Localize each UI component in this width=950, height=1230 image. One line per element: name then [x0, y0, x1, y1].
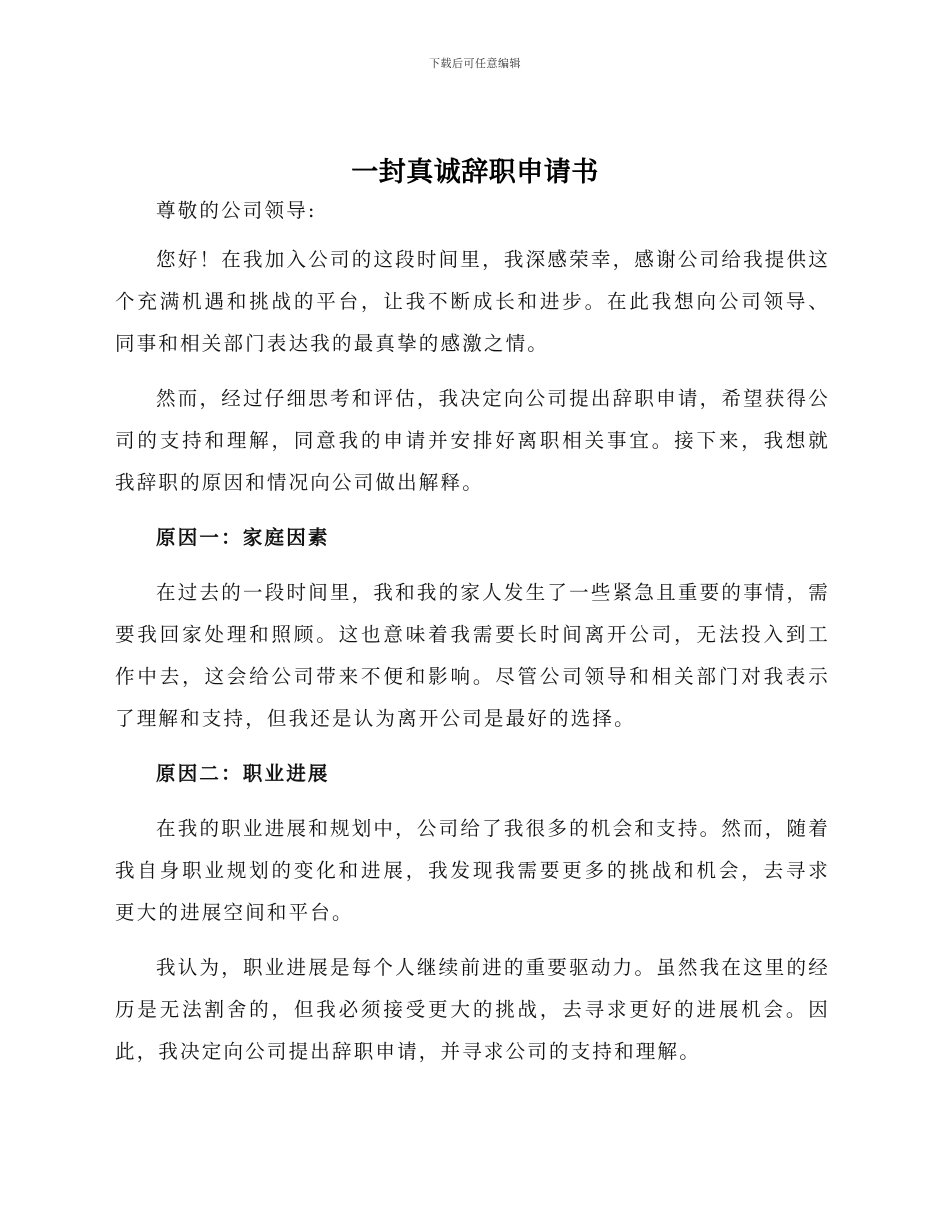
letter-body: [115, 196, 830, 1086]
page-header-note: 下载后可任意编辑: [429, 57, 521, 70]
paragraph-decision: 然而，经过仔细思考和评估，我决定向公司提出辞职申请，希望获得公司的支持和理解，同意我的申请并安排好离职相关事宜。接下来，我想就我辞职的原因和情况向公司做出解释。: [115, 387, 830, 494]
reason-1-heading: 原因一：家庭因素: [156, 526, 330, 549]
reason-2-paragraph-2: 我认为，职业进展是每个人继续前进的重要驱动力。虽然我在这里的经历是无法割舍的，但我必须接受更大的挑战，去寻求更好的进展机会。因此，我决定向公司提出辞职申请，并寻求公司的支持和理解。: [115, 956, 830, 1063]
document-title: 一封真诚辞职申请书: [351, 157, 599, 188]
reason-2-paragraph-1: 在我的职业进展和规划中，公司给了我很多的机会和支持。然而，随着我自身职业规划的变化和进展，我发现我需要更多的挑战和机会，去寻求更大的进展空间和平台。: [115, 817, 830, 924]
reason-1-paragraph: 在过去的一段时间里，我和我的家人发生了一些紧急且重要的事情，需要我回家处理和照顾。这也意味着我需要长时间离开公司，无法投入到工作中去，这会给公司带来不便和影响。尽管公司领导和相关部门对我表示了理解和支持，但我还是认为离开公司是最好的选择。: [115, 581, 830, 730]
reason-2-heading: 原因二：职业进展: [156, 762, 330, 785]
salutation: 尊敬的公司领导:: [156, 199, 317, 222]
paragraph-greeting: 您好！在我加入公司的这段时间里，我深感荣幸，感谢公司给我提供这个充满机遇和挑战的平台，让我不断成长和进步。在此我想向公司领导、同事和相关部门表达我的最真挚的感激之情。: [115, 248, 830, 355]
